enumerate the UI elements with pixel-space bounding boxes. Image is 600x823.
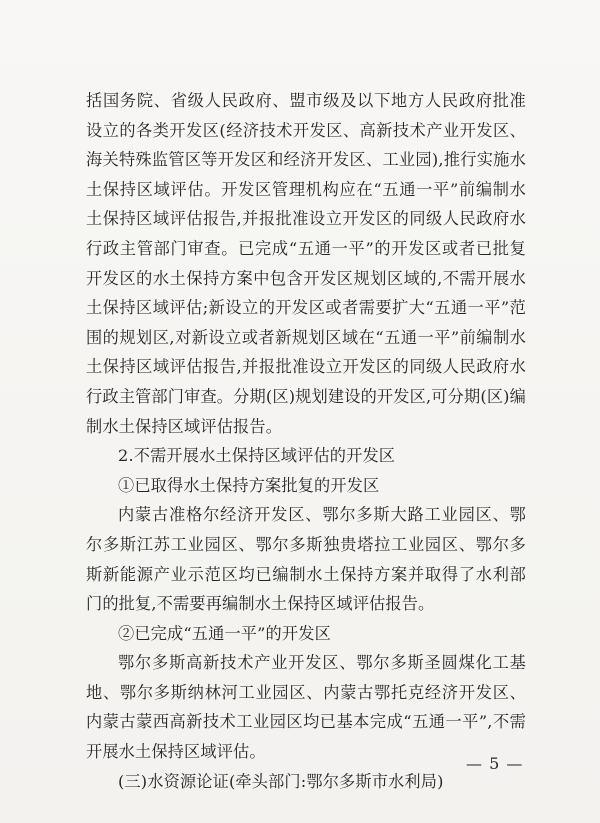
section-heading-2: 2.不需开展水土保持区域评估的开发区: [118, 446, 396, 466]
item-body-1: 内蒙古准格尔经济开发区、鄂尔多斯大路工业园区、鄂尔多斯江苏工业园区、鄂尔多斯独贵塔拉工业园区、鄂尔多斯新能源产业示范区均已编制水土保持方案并取得了水利部门的批复,不需要再编制水土保持区域评估报告。: [86, 505, 526, 614]
paragraph-development-zone-assessment: 括国务院、省级人民政府、盟市级及以下地方人民政府批准设立的各类开发区(经济技术开发区、高新技术产业开发区、海关特殊监管区等开发区和经济开发区、工业园),推行实施水土保持区域评估。开发区管理机构应在“五通一平”前编制水土保持区域评估报告,并报批准设立开发区的同级人民政府水行政主管部门审查。已完成“五通一平”的开发区或者已批复开发区的水土保持方案中包含开发区规划区域的,不需开展水土保持区域评估;新设立的开发区或者需要扩大“五通一平”范围的规划区,对新设立或者新规划区域在“五通一平”前编制水土保持区域评估报告,并报批准设立开发区的同级人民政府水行政主管部门审查。分期(区)规划建设的开发区,可分期(区)编制水土保持区域评估报告。: [86, 91, 526, 436]
section-heading-3: (三)水资源论证(牵头部门:鄂尔多斯市水利局): [118, 771, 444, 791]
item-body-2: 鄂尔多斯高新技术产业开发区、鄂尔多斯圣圆煤化工基地、鄂尔多斯纳林河工业园区、内蒙古鄂托克经济开发区、内蒙古蒙西高新技术工业园区均已基本完成“五通一平”,不需开展水土保持区域评估。: [86, 653, 526, 762]
item-heading-1: ①已取得水土保持方案批复的开发区: [118, 475, 380, 495]
item-heading-2: ②已完成“五通一平”的开发区: [118, 623, 331, 643]
document-body: [86, 86, 526, 796]
page-number: — 5 —: [466, 754, 524, 773]
